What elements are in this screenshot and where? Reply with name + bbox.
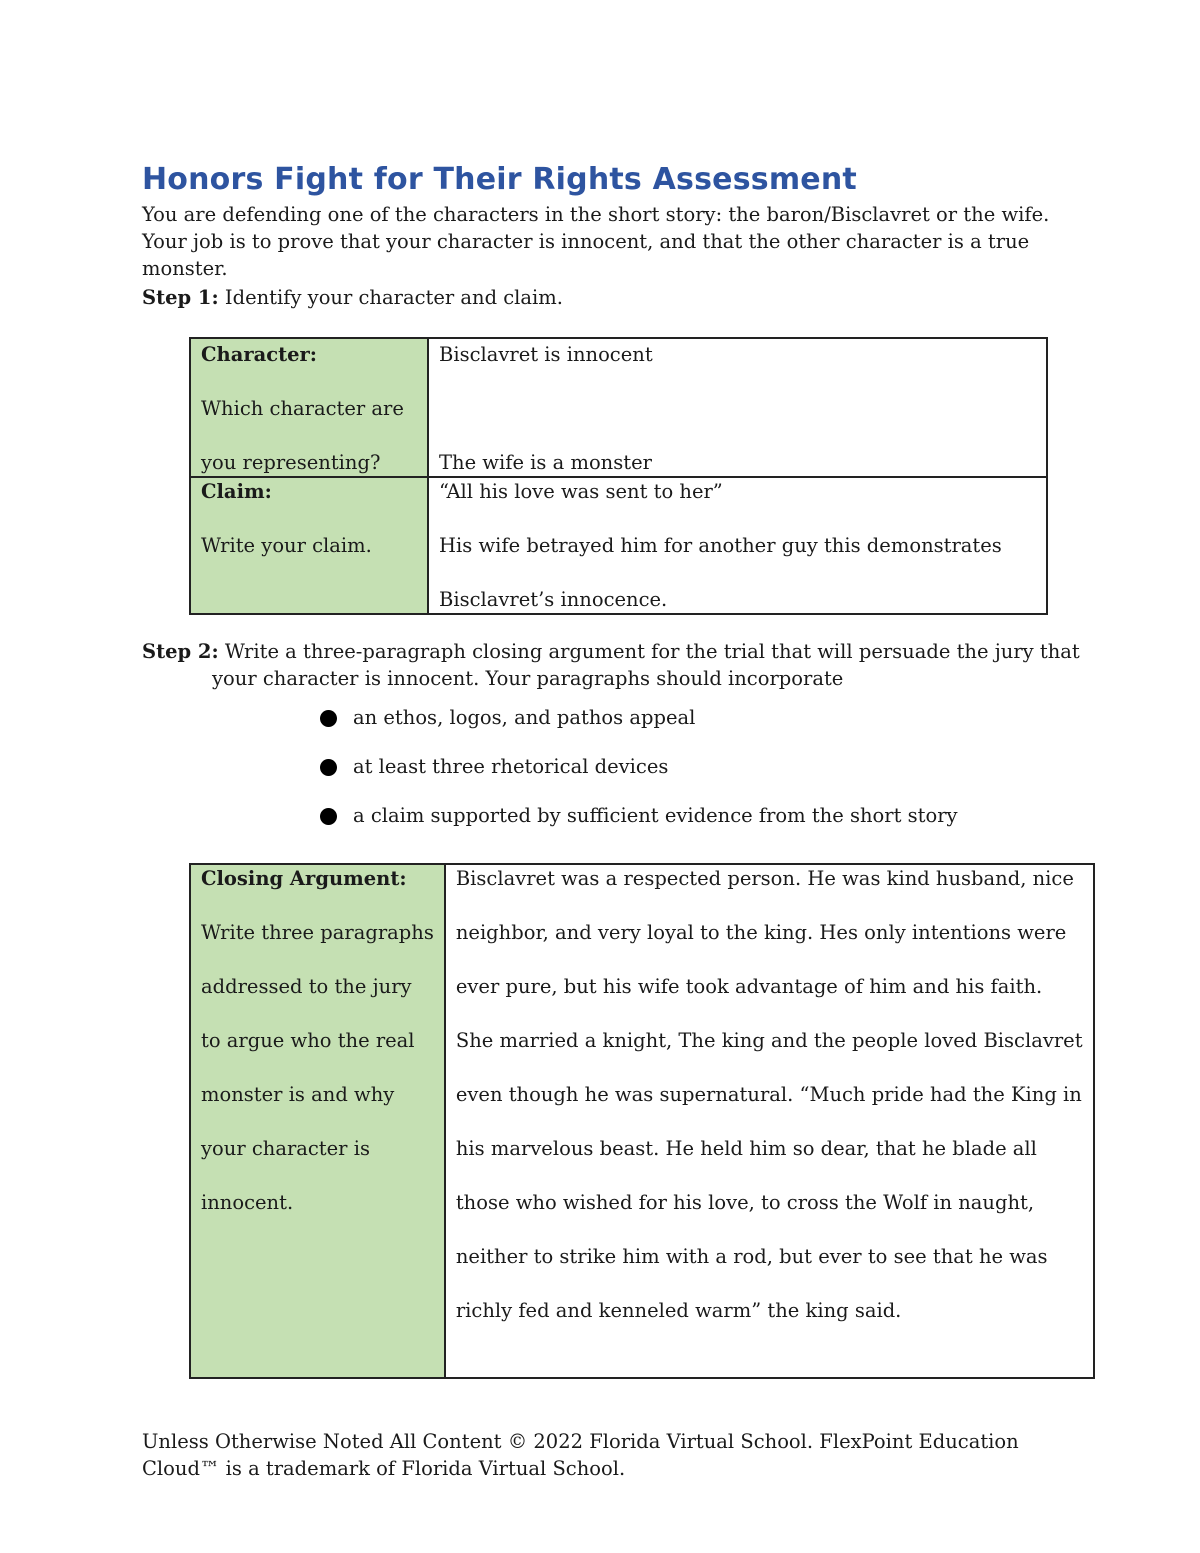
step2-text: Write a three-paragraph closing argument for the trial that will persuade the jury that your character is innocent. Your paragraphs should incorporate [212,640,1080,690]
claim-answer-line: His wife betrayed him for another guy this demonstrates [439,534,1002,557]
closing-prompt-line: monster is and why [201,1083,395,1106]
argument-line: neighbor, and very loyal to the king. Hes only intentions were [455,921,1067,944]
closing-prompt-line: innocent. [201,1191,294,1214]
bullet-icon [320,759,337,776]
character-prompt-line: you representing? [201,451,381,474]
step1-label: Step 1: [142,286,219,309]
step2-instruction [142,638,1112,692]
closing-argument-label-cell [190,864,445,1378]
copyright-footer: Unless Otherwise Noted All Content © 2022 Florida Virtual School. FlexPoint Education Cloud™ is a trademark of Florida Virtual School. [142,1430,1019,1480]
closing-argument-heading: Closing Argument: [201,867,407,890]
requirement-text: a claim supported by sufficient evidence from the short story [353,804,958,827]
argument-line: She married a knight, The king and the people loved Bisclavret [455,1029,1083,1052]
closing-argument-answer-cell[interactable] [445,864,1094,1378]
argument-line: neither to strike him with a rod, but ever to see that he was [455,1245,1048,1268]
claim-answer-line: “All his love was sent to her” [439,480,723,503]
character-answer-cell[interactable] [428,338,1047,477]
claim-answer-cell[interactable] [428,477,1047,614]
character-answer-blank [439,395,1036,449]
claim-prompt: Write your claim. [201,534,372,557]
closing-argument-row [190,864,1094,1378]
character-row [190,338,1047,477]
argument-line: even though he was supernatural. “Much pride had the King in [455,1083,1082,1106]
closing-prompt-line: your character is [201,1137,370,1160]
requirement-text: an ethos, logos, and pathos appeal [353,706,696,729]
closing-argument-table [189,863,1095,1379]
intro-paragraph: You are defending one of the characters in the short story: the baron/Bisclavret or the wife. Your job is to prove that your character is innocent, and that the other character is a true monster. [142,203,1050,280]
closing-prompt-line: addressed to the jury [201,975,412,998]
step1-text: Identify your character and claim. [218,286,563,309]
claim-label-cell [190,477,428,614]
argument-line: richly fed and kenneled warm” the king said. [455,1299,902,1322]
closing-prompt-line: to argue who the real [201,1029,415,1052]
requirements-list [318,704,958,851]
requirement-text: at least three rhetorical devices [353,755,669,778]
bullet-icon [320,808,337,825]
requirement-item [318,753,958,802]
bullet-icon [320,710,337,727]
claim-heading: Claim: [201,480,272,503]
argument-line: ever pure, but his wife took advantage of him and his faith. [455,975,1043,998]
character-answer-line: The wife is a monster [439,451,652,474]
claim-answer-line: Bisclavret’s innocence. [439,588,668,611]
step1-instruction [142,284,563,311]
character-prompt-line: Which character are [201,397,404,420]
requirement-item [318,802,958,851]
character-claim-table [189,337,1048,615]
character-answer-line: Bisclavret is innocent [439,343,653,366]
argument-line: his marvelous beast. He held him so dear, that he blade all [455,1137,1037,1160]
closing-prompt-line: Write three paragraphs [201,921,434,944]
character-heading: Character: [201,343,318,366]
document-title: Honors Fight for Their Rights Assessment [142,162,857,197]
claim-row [190,477,1047,614]
requirement-item [318,704,958,753]
step2-label: Step 2: [142,640,219,663]
argument-line: those who wished for his love, to cross the Wolf in naught, [455,1191,1035,1214]
character-label-cell [190,338,428,477]
argument-line: Bisclavret was a respected person. He was kind husband, nice [455,867,1074,890]
